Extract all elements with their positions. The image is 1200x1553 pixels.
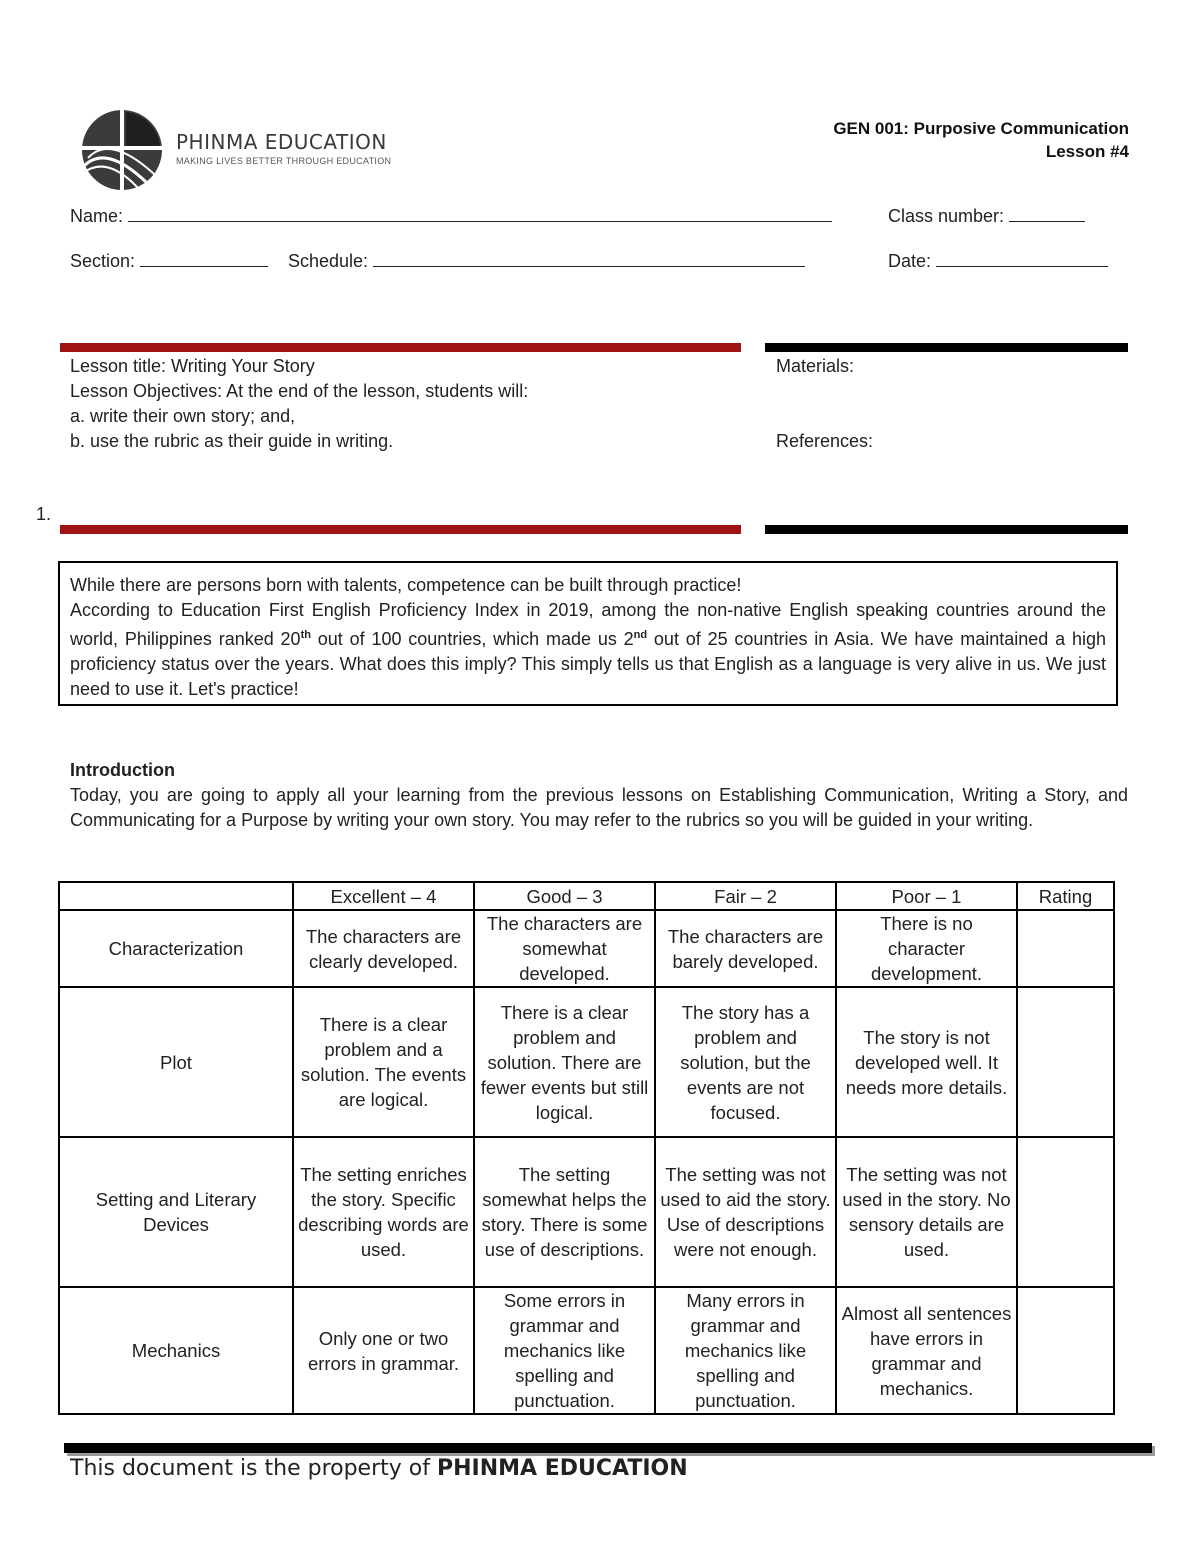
rubric-cell: There is no character development. xyxy=(836,910,1017,987)
name-field[interactable] xyxy=(70,206,832,227)
rubric-cell: The setting somewhat helps the story. There is some use of descriptions. xyxy=(474,1137,655,1287)
class-number-field[interactable] xyxy=(888,206,1085,227)
criterion-cell: Mechanics xyxy=(59,1287,293,1414)
schedule-blank[interactable] xyxy=(373,251,805,267)
section-field[interactable] xyxy=(70,251,268,272)
phinma-logo xyxy=(76,104,392,196)
footer-text xyxy=(70,1456,688,1481)
objective-b: b. use the rubric as their guide in writing. xyxy=(70,431,394,451)
sup-nd: nd xyxy=(633,629,648,641)
rubric-cell: The story is not developed well. It needs more details. xyxy=(836,987,1017,1137)
rubric-cell: The setting was not used to aid the story. Use of descriptions were not enough. xyxy=(655,1137,836,1287)
footer-bar xyxy=(64,1443,1152,1453)
rubric-cell: Many errors in grammar and mechanics like spelling and punctuation. xyxy=(655,1287,836,1414)
course-heading xyxy=(833,117,1129,163)
sup-th: th xyxy=(300,629,311,641)
materials-label: Materials: xyxy=(776,356,855,376)
rubric-cell: The story has a problem and solution, but the events are not focused. xyxy=(655,987,836,1137)
introduction-text: Today, you are going to apply all your learning from the previous lessons on Establishing Communication, Writing a Story, and Communicating for a Purpose by writing your own story. You may refer to the rubrics so you will be guided in your writing. xyxy=(70,785,1128,830)
rating-cell[interactable] xyxy=(1017,1287,1114,1414)
rubric-cell: The setting enriches the story. Specific describing words are used. xyxy=(293,1137,474,1287)
rubric-cell: Only one or two errors in grammar. xyxy=(293,1287,474,1414)
rubric-cell: Some errors in grammar and mechanics like spelling and punctuation. xyxy=(474,1287,655,1414)
logo-tagline: MAKING LIVES BETTER THROUGH EDUCATION xyxy=(176,156,392,166)
lesson-title: Lesson title: Writing Your Story xyxy=(70,356,315,376)
name-label: Name: xyxy=(70,206,124,226)
class-number-label: Class number: xyxy=(888,206,1005,226)
motivation-box xyxy=(58,561,1118,706)
rubric-table xyxy=(58,881,1115,1415)
lesson-objectives-intro: Lesson Objectives: At the end of the lesson, students will: xyxy=(70,381,529,401)
rubric-header-poor: Poor – 1 xyxy=(836,882,1017,910)
rubric-cell: Almost all sentences have errors in grammar and mechanics. xyxy=(836,1287,1017,1414)
introduction-section xyxy=(70,758,1128,833)
class-number-blank[interactable] xyxy=(1009,206,1085,222)
footer-owner: PHINMA EDUCATION xyxy=(436,1456,688,1481)
criterion-cell: Setting and Literary Devices xyxy=(59,1137,293,1287)
objective-a: a. write their own story; and, xyxy=(70,406,296,426)
course-title: GEN 001: Purposive Communication xyxy=(833,119,1129,138)
rubric-cell: The setting was not used in the story. No sensory details are used. xyxy=(836,1137,1017,1287)
rubric-header-row xyxy=(59,882,1114,910)
rubric-cell: There is a clear problem and a solution. The events are logical. xyxy=(293,987,474,1137)
lesson-number: Lesson #4 xyxy=(1045,142,1129,161)
rubric-row-characterization xyxy=(59,910,1114,987)
phinma-globe-icon xyxy=(76,104,172,196)
rating-cell[interactable] xyxy=(1017,1137,1114,1287)
criterion-cell: Plot xyxy=(59,987,293,1137)
logo-name: PHINMA EDUCATION xyxy=(176,130,387,154)
lesson-info xyxy=(70,354,528,454)
rubric-row-setting xyxy=(59,1137,1114,1287)
rubric-cell: The characters are somewhat developed. xyxy=(474,910,655,987)
materials-block xyxy=(776,354,873,454)
rubric-header-excellent: Excellent – 4 xyxy=(293,882,474,910)
schedule-label: Schedule: xyxy=(288,251,369,271)
rating-cell[interactable] xyxy=(1017,910,1114,987)
motivation-paragraph xyxy=(70,598,1106,702)
rating-cell[interactable] xyxy=(1017,987,1114,1137)
rubric-header-blank xyxy=(59,882,293,910)
rubric-header-good: Good – 3 xyxy=(474,882,655,910)
criterion-cell: Characterization xyxy=(59,910,293,987)
section-blank[interactable] xyxy=(140,251,268,267)
section-label: Section: xyxy=(70,251,136,271)
bottom-red-bar xyxy=(60,525,741,534)
rubric-header-rating: Rating xyxy=(1017,882,1114,910)
top-red-bar xyxy=(60,343,741,352)
rubric-cell: The characters are clearly developed. xyxy=(293,910,474,987)
top-black-bar xyxy=(765,343,1128,352)
list-marker: 1. xyxy=(36,504,52,524)
date-field[interactable] xyxy=(888,251,1108,272)
rubric-header-fair: Fair – 2 xyxy=(655,882,836,910)
rubric-cell: The characters are barely developed. xyxy=(655,910,836,987)
bottom-black-bar xyxy=(765,525,1128,534)
schedule-field[interactable] xyxy=(288,251,805,272)
introduction-heading: Introduction xyxy=(70,760,175,780)
date-blank[interactable] xyxy=(936,251,1108,267)
references-label: References: xyxy=(776,431,874,451)
rubric-row-mechanics xyxy=(59,1287,1114,1414)
name-blank[interactable] xyxy=(128,206,832,222)
motivation-line: While there are persons born with talents, competence can be built through practice! xyxy=(70,575,742,595)
motivation-text-3: out of 25 countries in Asia. We have maintained a high proficiency status over the years. What does this imply? This simply tells us that English as a language is very alive in us. We just need to use it. Let's practice! xyxy=(70,629,1106,699)
date-label: Date: xyxy=(888,251,932,271)
rubric-cell: There is a clear problem and solution. There are fewer events but still logical. xyxy=(474,987,655,1137)
motivation-text-2: out of 100 countries, which made us 2 xyxy=(310,629,634,649)
rubric-row-plot xyxy=(59,987,1114,1137)
footer-prefix: This document is the property of xyxy=(70,1456,437,1481)
motivation-text-1: According to Education First English Proficiency Index in 2019, among the non-native English speaking countries around the world, Philippines ranked 20 xyxy=(70,600,1106,649)
